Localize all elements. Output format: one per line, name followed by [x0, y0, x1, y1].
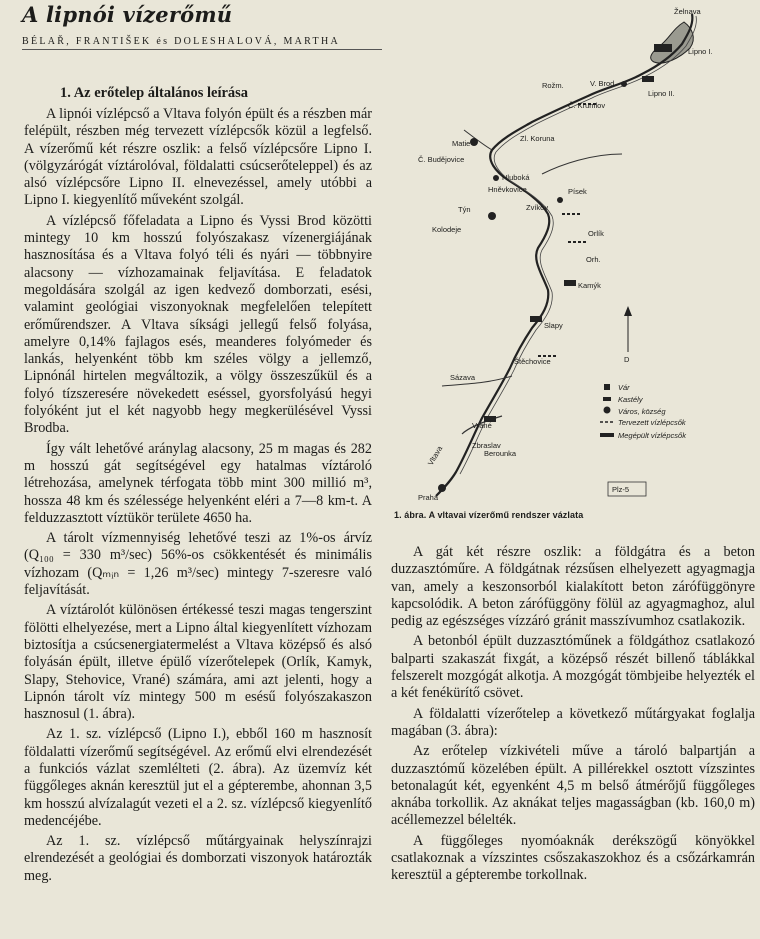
place-label: Lipno II.	[648, 89, 675, 98]
section-heading: 1. Az erőtelep általános leírása	[60, 85, 249, 101]
place-label: Orlík	[588, 229, 604, 238]
stamp-label: Plz-5	[612, 485, 630, 494]
place-label: Sázava	[450, 373, 476, 382]
dam-marker	[642, 76, 654, 82]
paragraph: A lipnói vízlépcső a Vltava folyón épült és a részben már felépült, részben még tervezett vízlépcsők közül a legfelső. A vízerőmű két részre oszlik: a felső vízlépcsőre Lipno I. (völgyzárógát víztárolóval, földalatti csúcserőteleppel) és az alsó vízlépcsőre Lipno II. elnevezéssel, amely utóbbi a Lipno I. kiegyenlítő műveként szolgál.	[24, 106, 372, 209]
map-figure	[392, 4, 760, 504]
river-vltava-bank	[460, 16, 696, 474]
town-marker	[470, 138, 478, 146]
place-label: Hněvkovice	[488, 185, 527, 194]
paragraph: A függőleges nyomóaknák derékszögű könyökkel csatlakoznak a vízszintes csőszakaszokhoz és a csőzárkamrán keresztül a gépterembe torkollnak.	[391, 832, 755, 884]
legend-item: Város, község	[618, 407, 666, 416]
river-tributary	[542, 154, 622, 174]
legend-town-icon	[604, 407, 611, 414]
paragraph: A tárolt vízmennyiség lehetővé teszi az 1%-os árvíz (Q₁₀₀ = 330 m³/sec) 56%-os csökkentését és minimális vízhozam (Qₘᵢₙ = 1,26 m³/sec) mintegy 7-szeresre való feljavítását.	[24, 530, 372, 599]
right-column	[391, 544, 755, 888]
paragraph: Az erőtelep vízkivételi műve a tároló balpartján a duzzasztómű közelében épült. A pillérekkel osztott vízszintes betonalagút két, egyenként 4,5 m belső átmérőjű függőleges aknába torkollik. Az aknákat teljes magasságban (kb. 160,0 m) acéllemezzel bélelték.	[391, 743, 755, 829]
compass-label: D	[624, 355, 630, 364]
legend-item: Megépült vízlépcsők	[618, 431, 686, 440]
town-marker	[621, 81, 627, 87]
title-rule	[22, 49, 382, 50]
place-label: Kamýk	[578, 281, 601, 290]
paragraph: A betonból épült duzzasztóműnek a földgáthoz csatlakozó balparti szakaszát fixgát, a középső részét billenő táblákkal felszerelt mozgógát alkotja. A mozgógát tömbjeibe helyezték el a két fenékürítő csövet.	[391, 633, 755, 702]
paragraph: A gát két részre oszlik: a földgátra és a beton duzzasztóműre. A földgátnak rézsűsen elhelyezett agyagmagja van, amely a keszonsorból kialakított beton zárófüggönyre kapcsolódik. A beton zárófüggöny fölül az agyagmaghoz, alul pedig az egészséges vízzáró gránit masszívumhoz csatlakozik.	[391, 544, 755, 630]
paragraph: Az 1. sz. vízlépcső (Lipno I.), ebből 160 m hasznosít földalatti vízerőmű segítségével. Az erőmű elvi elrendezését a funkciós vázlat szemlélteti (2. ábra). Az üzemvíz két függőleges aknán keresztül jut el a gépterembe, ahonnan 3,5 km hosszú alvízalagút vezeti el a 2. sz. vízlépcső kiegyenlítő medencéjébe.	[24, 726, 372, 829]
paragraph: Így vált lehetővé aránylag alacsony, 25 m magas és 282 m hosszú gát segítségével egy hatalmas víztároló létrehozása, amelynek térfogata több mint 300 millió m³, hossza 48 km és szélessége helyenként eléri a 7—8 km-t. A felduzzasztott víztükör területe 4650 ha.	[24, 440, 372, 526]
legend-castle-icon	[604, 384, 610, 390]
paragraph: Az 1. sz. vízlépcső műtárgyainak helyszínrajzi elrendezését a geológiai és domborzati viszonyok határozták meg.	[24, 833, 372, 884]
left-column	[24, 106, 372, 888]
legend-item: Tervezett vízlépcsők	[618, 418, 686, 427]
place-label: Štěchovice	[514, 357, 551, 366]
legend-item: Kastély	[618, 395, 643, 404]
legend-built-icon	[600, 433, 614, 437]
map-legend	[600, 383, 687, 440]
place-label: Vltava	[425, 444, 445, 467]
town-marker	[438, 484, 446, 492]
legend-item: Vár	[618, 383, 630, 392]
place-label: Praha	[418, 493, 439, 502]
place-label: Hluboká	[502, 173, 530, 182]
legend-chateau-icon	[603, 397, 611, 401]
paragraph: A víztárolót különösen értékessé teszi magas tengerszint fölötti elhelyezése, mert a Lipno által kiegyenlített vízhozam biztosítja a csúcsenergiatermelést a Vltava középső és alsó folyásán épült, illetve épülő vízerőtelepek (Orlík, Kamyk, Slapy, Stehovice, Vrané) számára, ami azt jelenti, hogy a Lipnón tárolt víz mintegy 500 m esésű folyószakaszon hasznosul (1. ábra).	[24, 602, 372, 723]
paragraph: A vízlépcső főfeladata a Lipno és Vyssi Brod közötti mintegy 10 km hosszú folyószakasz vízenergiájának hasznosítása és a Vltava folyó téli és nyári — többnyire alacsony — vízhozamainak feljavítása. E feladatok megoldására szolgál az igen kedvező domborzati, esési, valamint geológiai viszonyoknak megfelelően telepített erőműrendszer. A Vltava síksági jellegű felső folyása, amelyre 0,14% fajlagos esés, meanderes folyómeder és lankás, helyenként több km széles völgy a jellemző, Lipnónál hirtelen megváltozik, a völgy összeszűkül és a folyó tízszeresére növekedett eséssel, gyorsfolyású hegyi folyóként jut el két nagyobb hegy megkerülésével Vyssi Brodba.	[24, 212, 372, 437]
paragraph: A földalatti vízerőtelep a következő műtárgyakat foglalja magában (3. ábra):	[391, 705, 755, 739]
place-label: Lipno I.	[688, 47, 713, 56]
place-label: Rožm.	[542, 81, 564, 90]
place-label: Č. Budějovice	[418, 155, 465, 164]
town-marker	[557, 197, 563, 203]
place-label: Matie	[452, 139, 471, 148]
article-title: A lipnói vízerőmű	[22, 2, 233, 27]
dam-marker	[564, 280, 576, 286]
vltava-map	[392, 4, 760, 504]
place-label: Zbraslav	[472, 441, 501, 450]
figure-caption: 1. ábra. A vltavai vízerőmű rendszer vázlata	[394, 510, 584, 520]
place-label: Zvíkov	[526, 203, 549, 212]
place-label: Vrané	[472, 421, 492, 430]
town-marker	[493, 175, 499, 181]
place-label: Písek	[568, 187, 587, 196]
place-label: Želnava	[674, 7, 701, 16]
dam-marker	[654, 44, 672, 52]
place-label: Zl. Koruna	[520, 134, 555, 143]
place-label: Kolodeje	[432, 225, 462, 234]
dam-marker	[530, 316, 542, 322]
authors-line: BÉLAŘ, FRANTIŠEK és DOLESHALOVÁ, MARTHA	[22, 36, 340, 47]
place-label: V. Brod	[590, 79, 615, 88]
town-marker	[488, 212, 496, 220]
place-label: Týn	[458, 205, 471, 214]
place-label: Orh.	[586, 255, 601, 264]
place-label: Č. Krumlov	[568, 101, 606, 110]
place-label: Slapy	[544, 321, 563, 330]
reservoir-shape	[651, 22, 694, 63]
place-label: Berounka	[484, 449, 517, 458]
compass-tip	[624, 306, 632, 316]
